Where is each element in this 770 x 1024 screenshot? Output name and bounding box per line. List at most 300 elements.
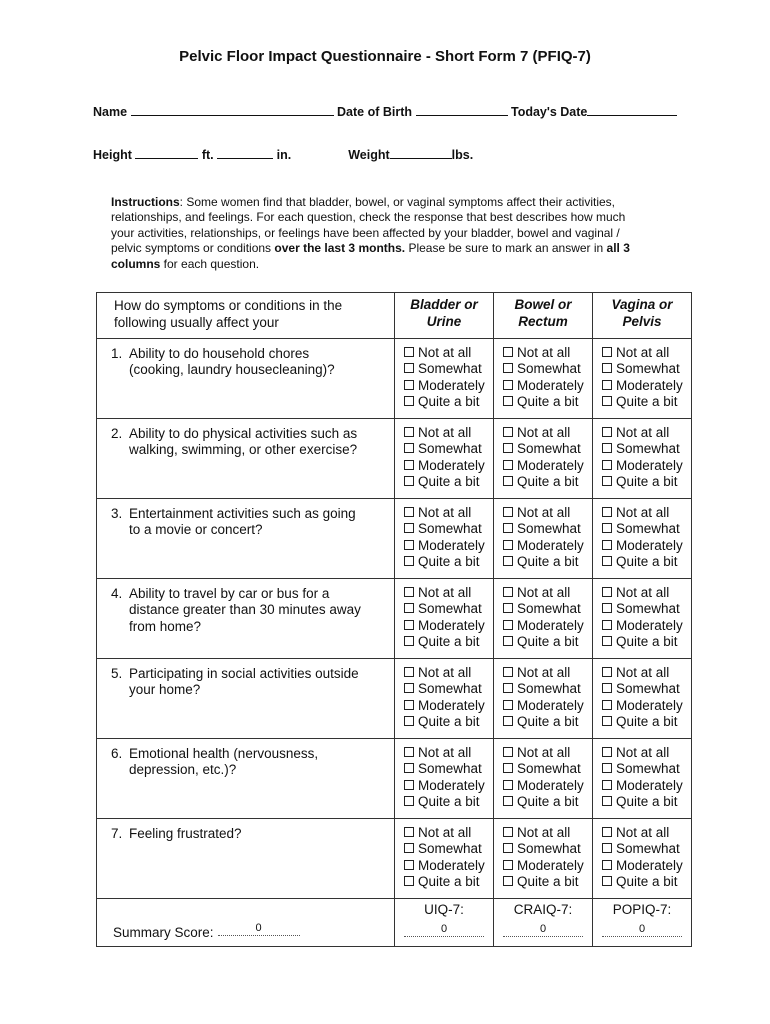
option-choice[interactable] bbox=[503, 874, 592, 890]
table-header bbox=[97, 293, 692, 339]
checkbox-icon[interactable] bbox=[503, 860, 513, 870]
option-choice[interactable] bbox=[602, 394, 691, 410]
checkbox-icon[interactable] bbox=[602, 363, 612, 373]
option-choice[interactable] bbox=[404, 714, 493, 730]
option-choice[interactable] bbox=[404, 345, 493, 361]
today-date-field[interactable] bbox=[587, 103, 677, 116]
option-choice[interactable] bbox=[503, 761, 592, 777]
checkbox-icon[interactable] bbox=[602, 876, 612, 886]
option-label: Not at all bbox=[418, 425, 472, 440]
questionnaire-table bbox=[96, 292, 692, 947]
option-choice[interactable] bbox=[602, 874, 691, 890]
option-choice[interactable] bbox=[602, 858, 691, 874]
checkbox-icon[interactable] bbox=[404, 443, 414, 453]
checkbox-icon[interactable] bbox=[503, 780, 513, 790]
option-label: Not at all bbox=[616, 825, 670, 840]
options-vagina bbox=[593, 659, 692, 739]
option-label: Moderately bbox=[517, 697, 584, 713]
option-choice[interactable] bbox=[602, 554, 691, 570]
checkbox-icon[interactable] bbox=[602, 556, 612, 566]
option-choice[interactable] bbox=[602, 505, 691, 521]
question-continuation: (cooking, laundry housecleaning)? bbox=[129, 362, 335, 378]
option-choice[interactable] bbox=[503, 425, 592, 441]
popiq7-value[interactable]: 0 bbox=[602, 923, 682, 937]
options-bladder bbox=[395, 419, 494, 499]
option-choice[interactable] bbox=[503, 714, 592, 730]
option-choice[interactable] bbox=[404, 458, 493, 474]
option-choice[interactable] bbox=[503, 538, 592, 554]
option-choice[interactable] bbox=[503, 394, 592, 410]
option-label: Quite a bit bbox=[517, 394, 579, 410]
option-label: Not at all bbox=[418, 665, 472, 680]
option-label: Quite a bit bbox=[418, 794, 480, 810]
checkbox-icon[interactable] bbox=[602, 427, 612, 437]
checkbox-icon[interactable] bbox=[602, 347, 612, 357]
option-label: Quite a bit bbox=[517, 714, 579, 730]
checkbox-icon[interactable] bbox=[404, 763, 414, 773]
option-choice[interactable] bbox=[503, 841, 592, 857]
checkbox-icon[interactable] bbox=[404, 396, 414, 406]
question-first-line: Feeling frustrated? bbox=[129, 826, 242, 841]
checkbox-icon[interactable] bbox=[602, 780, 612, 790]
option-label: Moderately bbox=[517, 617, 584, 633]
option-label: Not at all bbox=[418, 505, 472, 520]
question-first-line: Ability to do physical activities such as bbox=[129, 426, 358, 441]
height-label: Height bbox=[93, 148, 132, 162]
checkbox-icon[interactable] bbox=[404, 683, 414, 693]
height-ft-field[interactable] bbox=[135, 146, 198, 159]
option-choice[interactable] bbox=[503, 634, 592, 650]
option-choice[interactable] bbox=[404, 425, 493, 441]
options-bladder bbox=[395, 339, 494, 419]
question-row bbox=[97, 739, 692, 819]
option-choice[interactable] bbox=[503, 778, 592, 794]
checkbox-icon[interactable] bbox=[602, 460, 612, 470]
option-label: Somewhat bbox=[418, 361, 482, 377]
option-label: Somewhat bbox=[616, 681, 680, 697]
option-choice[interactable] bbox=[404, 474, 493, 490]
checkbox-icon[interactable] bbox=[503, 636, 513, 646]
checkbox-icon[interactable] bbox=[404, 347, 414, 357]
checkbox-icon[interactable] bbox=[503, 796, 513, 806]
checkbox-icon[interactable] bbox=[602, 636, 612, 646]
options-vagina bbox=[593, 499, 692, 579]
option-label: Not at all bbox=[418, 585, 472, 600]
option-choice[interactable] bbox=[602, 841, 691, 857]
checkbox-icon[interactable] bbox=[602, 716, 612, 726]
option-label: Not at all bbox=[418, 345, 472, 360]
option-label: Somewhat bbox=[517, 441, 581, 457]
option-choice[interactable] bbox=[404, 761, 493, 777]
option-label: Moderately bbox=[616, 697, 683, 713]
uiq7-score bbox=[395, 899, 494, 947]
question-first-line: Participating in social activities outside bbox=[129, 666, 359, 681]
question-number: 3. bbox=[111, 506, 123, 521]
option-choice[interactable] bbox=[602, 425, 691, 441]
today-date-label: Today's Date bbox=[510, 105, 588, 119]
checkbox-icon[interactable] bbox=[404, 556, 414, 566]
checkbox-icon[interactable] bbox=[503, 363, 513, 373]
option-label: Moderately bbox=[418, 377, 485, 393]
checkbox-icon[interactable] bbox=[503, 683, 513, 693]
option-choice[interactable] bbox=[602, 521, 691, 537]
options-bladder bbox=[395, 499, 494, 579]
checkbox-icon[interactable] bbox=[503, 603, 513, 613]
option-choice[interactable] bbox=[602, 698, 691, 714]
option-choice[interactable] bbox=[503, 745, 592, 761]
option-choice[interactable] bbox=[602, 634, 691, 650]
checkbox-icon[interactable] bbox=[503, 427, 513, 437]
checkbox-icon[interactable] bbox=[404, 427, 414, 437]
option-label: Somewhat bbox=[616, 841, 680, 857]
option-choice[interactable] bbox=[404, 601, 493, 617]
option-label: Moderately bbox=[418, 617, 485, 633]
option-label: Quite a bit bbox=[517, 554, 579, 570]
option-choice[interactable] bbox=[404, 825, 493, 841]
checkbox-icon[interactable] bbox=[404, 476, 414, 486]
craiq7-score bbox=[494, 899, 593, 947]
header-bladder: Bladder or Urine bbox=[395, 293, 494, 339]
question-first-line: Ability to travel by car or bus for a bbox=[129, 586, 330, 601]
option-label: Moderately bbox=[616, 777, 683, 793]
checkbox-icon[interactable] bbox=[602, 700, 612, 710]
checkbox-icon[interactable] bbox=[404, 460, 414, 470]
checkbox-icon[interactable] bbox=[602, 443, 612, 453]
question-row bbox=[97, 499, 692, 579]
checkbox-icon[interactable] bbox=[602, 796, 612, 806]
option-choice[interactable] bbox=[503, 554, 592, 570]
option-label: Not at all bbox=[517, 745, 571, 760]
checkbox-icon[interactable] bbox=[602, 523, 612, 533]
question-row bbox=[97, 819, 692, 899]
option-choice[interactable] bbox=[404, 634, 493, 650]
checkbox-icon[interactable] bbox=[503, 556, 513, 566]
option-label: Moderately bbox=[418, 697, 485, 713]
option-choice[interactable] bbox=[404, 394, 493, 410]
option-choice[interactable] bbox=[503, 665, 592, 681]
checkbox-icon[interactable] bbox=[602, 843, 612, 853]
option-label: Quite a bit bbox=[517, 874, 579, 890]
instructions-emphasis-period: over the last 3 months. bbox=[274, 241, 406, 256]
option-choice[interactable] bbox=[602, 794, 691, 810]
checkbox-icon[interactable] bbox=[602, 587, 612, 597]
option-choice[interactable] bbox=[602, 681, 691, 697]
checkbox-icon[interactable] bbox=[404, 860, 414, 870]
option-label: Somewhat bbox=[616, 361, 680, 377]
option-choice[interactable] bbox=[404, 505, 493, 521]
question-continuation: distance greater than 30 minutes away from home? bbox=[129, 602, 361, 634]
option-choice[interactable] bbox=[602, 761, 691, 777]
checkbox-icon[interactable] bbox=[503, 396, 513, 406]
option-label: Somewhat bbox=[517, 681, 581, 697]
option-label: Moderately bbox=[418, 777, 485, 793]
option-choice[interactable] bbox=[602, 458, 691, 474]
option-label: Moderately bbox=[418, 457, 485, 473]
checkbox-icon[interactable] bbox=[503, 827, 513, 837]
dob-field[interactable] bbox=[416, 103, 508, 116]
option-choice[interactable] bbox=[404, 618, 493, 634]
option-label: Moderately bbox=[418, 537, 485, 553]
option-choice[interactable] bbox=[404, 858, 493, 874]
question-continuation: to a movie or concert? bbox=[129, 522, 263, 538]
option-label: Moderately bbox=[616, 857, 683, 873]
option-label: Moderately bbox=[517, 857, 584, 873]
question-text bbox=[97, 579, 395, 659]
option-choice[interactable] bbox=[404, 681, 493, 697]
question-continuation: depression, etc.)? bbox=[129, 762, 237, 778]
options-vagina bbox=[593, 739, 692, 819]
option-choice[interactable] bbox=[602, 618, 691, 634]
option-label: Moderately bbox=[517, 377, 584, 393]
option-choice[interactable] bbox=[503, 345, 592, 361]
option-choice[interactable] bbox=[602, 665, 691, 681]
option-label: Quite a bit bbox=[616, 714, 678, 730]
header-question: How do symptoms or conditions in the following usually affect your bbox=[97, 293, 395, 339]
option-choice[interactable] bbox=[404, 361, 493, 377]
checkbox-icon[interactable] bbox=[404, 843, 414, 853]
checkbox-icon[interactable] bbox=[602, 747, 612, 757]
checkbox-icon[interactable] bbox=[503, 620, 513, 630]
question-number: 5. bbox=[111, 666, 123, 681]
option-choice[interactable] bbox=[602, 345, 691, 361]
checkbox-icon[interactable] bbox=[404, 876, 414, 886]
checkbox-icon[interactable] bbox=[602, 380, 612, 390]
checkbox-icon[interactable] bbox=[602, 476, 612, 486]
checkbox-icon[interactable] bbox=[602, 763, 612, 773]
option-label: Somewhat bbox=[616, 601, 680, 617]
option-choice[interactable] bbox=[503, 441, 592, 457]
question-text bbox=[97, 819, 395, 899]
checkbox-icon[interactable] bbox=[404, 380, 414, 390]
question-text bbox=[97, 419, 395, 499]
checkbox-icon[interactable] bbox=[503, 700, 513, 710]
option-choice[interactable] bbox=[503, 474, 592, 490]
option-choice[interactable] bbox=[503, 505, 592, 521]
option-label: Moderately bbox=[517, 537, 584, 553]
checkbox-icon[interactable] bbox=[404, 780, 414, 790]
option-choice[interactable] bbox=[602, 474, 691, 490]
checkbox-icon[interactable] bbox=[404, 827, 414, 837]
checkbox-icon[interactable] bbox=[503, 507, 513, 517]
checkbox-icon[interactable] bbox=[404, 667, 414, 677]
option-choice[interactable] bbox=[404, 585, 493, 601]
option-choice[interactable] bbox=[404, 794, 493, 810]
question-row bbox=[97, 579, 692, 659]
options-bowel bbox=[494, 499, 593, 579]
checkbox-icon[interactable] bbox=[404, 636, 414, 646]
option-choice[interactable] bbox=[404, 538, 493, 554]
question-text bbox=[97, 499, 395, 579]
craiq7-label: CRAIQ-7: bbox=[513, 902, 573, 917]
checkbox-icon[interactable] bbox=[503, 763, 513, 773]
option-label: Somewhat bbox=[517, 601, 581, 617]
options-vagina bbox=[593, 579, 692, 659]
name-label: Name bbox=[93, 105, 128, 119]
checkbox-icon[interactable] bbox=[602, 620, 612, 630]
checkbox-icon[interactable] bbox=[503, 476, 513, 486]
instructions-text: : Some women find that bladder, bowel, or vaginal symptoms affect their activities, relationships, and feelings. For each question, check the response that best describes how much your activities, relationships, or feelings have been affected by your bladder, bowel and vaginal / pelvic symptoms or conditions bbox=[111, 195, 626, 256]
option-label: Somewhat bbox=[517, 361, 581, 377]
option-label: Not at all bbox=[616, 505, 670, 520]
option-choice[interactable] bbox=[503, 585, 592, 601]
option-choice[interactable] bbox=[404, 441, 493, 457]
option-choice[interactable] bbox=[503, 681, 592, 697]
option-choice[interactable] bbox=[602, 825, 691, 841]
in-label: in. bbox=[276, 148, 292, 162]
option-label: Moderately bbox=[616, 377, 683, 393]
option-label: Quite a bit bbox=[418, 554, 480, 570]
options-bowel bbox=[494, 659, 593, 739]
option-choice[interactable] bbox=[503, 378, 592, 394]
checkbox-icon[interactable] bbox=[602, 507, 612, 517]
height-in-field[interactable] bbox=[217, 146, 273, 159]
option-label: Not at all bbox=[517, 505, 571, 520]
checkbox-icon[interactable] bbox=[602, 603, 612, 613]
option-choice[interactable] bbox=[602, 778, 691, 794]
option-choice[interactable] bbox=[503, 601, 592, 617]
option-choice[interactable] bbox=[503, 521, 592, 537]
checkbox-icon[interactable] bbox=[404, 540, 414, 550]
option-label: Not at all bbox=[616, 665, 670, 680]
checkbox-icon[interactable] bbox=[404, 587, 414, 597]
option-label: Quite a bit bbox=[418, 634, 480, 650]
checkbox-icon[interactable] bbox=[404, 603, 414, 613]
option-label: Moderately bbox=[517, 457, 584, 473]
option-choice[interactable] bbox=[503, 825, 592, 841]
option-label: Moderately bbox=[616, 537, 683, 553]
checkbox-icon[interactable] bbox=[503, 540, 513, 550]
name-field[interactable] bbox=[131, 103, 334, 116]
option-label: Somewhat bbox=[418, 681, 482, 697]
option-label: Somewhat bbox=[616, 521, 680, 537]
header-vagina: Vagina or Pelvis bbox=[593, 293, 692, 339]
question-row bbox=[97, 659, 692, 739]
option-label: Quite a bit bbox=[418, 394, 480, 410]
options-vagina bbox=[593, 819, 692, 899]
checkbox-icon[interactable] bbox=[602, 396, 612, 406]
checkbox-icon[interactable] bbox=[503, 460, 513, 470]
checkbox-icon[interactable] bbox=[503, 523, 513, 533]
checkbox-icon[interactable] bbox=[404, 363, 414, 373]
option-label: Quite a bit bbox=[616, 474, 678, 490]
checkbox-icon[interactable] bbox=[602, 667, 612, 677]
checkbox-icon[interactable] bbox=[404, 507, 414, 517]
question-number: 6. bbox=[111, 746, 123, 761]
option-choice[interactable] bbox=[602, 538, 691, 554]
checkbox-icon[interactable] bbox=[602, 540, 612, 550]
lbs-label: lbs. bbox=[451, 148, 474, 162]
question-first-line: Ability to do household chores bbox=[129, 346, 310, 361]
option-label: Quite a bit bbox=[418, 474, 480, 490]
option-label: Moderately bbox=[517, 777, 584, 793]
option-label: Somewhat bbox=[616, 761, 680, 777]
option-choice[interactable] bbox=[404, 378, 493, 394]
checkbox-icon[interactable] bbox=[503, 843, 513, 853]
option-choice[interactable] bbox=[404, 841, 493, 857]
option-choice[interactable] bbox=[503, 698, 592, 714]
checkbox-icon[interactable] bbox=[503, 747, 513, 757]
summary-total[interactable]: 0 bbox=[218, 922, 300, 936]
option-label: Quite a bit bbox=[517, 794, 579, 810]
checkbox-icon[interactable] bbox=[602, 827, 612, 837]
options-vagina bbox=[593, 339, 692, 419]
option-choice[interactable] bbox=[602, 361, 691, 377]
option-choice[interactable] bbox=[503, 858, 592, 874]
option-choice[interactable] bbox=[602, 441, 691, 457]
checkbox-icon[interactable] bbox=[503, 587, 513, 597]
question-row bbox=[97, 339, 692, 419]
checkbox-icon[interactable] bbox=[602, 683, 612, 693]
option-label: Quite a bit bbox=[418, 874, 480, 890]
options-bowel bbox=[494, 419, 593, 499]
uiq7-value[interactable]: 0 bbox=[404, 923, 484, 937]
checkbox-icon[interactable] bbox=[404, 796, 414, 806]
checkbox-icon[interactable] bbox=[404, 523, 414, 533]
option-label: Somewhat bbox=[418, 601, 482, 617]
option-choice[interactable] bbox=[602, 378, 691, 394]
option-choice[interactable] bbox=[404, 521, 493, 537]
option-choice[interactable] bbox=[404, 665, 493, 681]
option-label: Not at all bbox=[616, 745, 670, 760]
option-label: Quite a bit bbox=[517, 474, 579, 490]
option-label: Somewhat bbox=[616, 441, 680, 457]
measurements-row bbox=[93, 146, 473, 162]
option-label: Quite a bit bbox=[418, 714, 480, 730]
page-title: Pelvic Floor Impact Questionnaire - Short Form 7 (PFIQ-7) bbox=[179, 48, 591, 65]
option-choice[interactable] bbox=[503, 458, 592, 474]
instructions-text: Please be sure to mark an answer in bbox=[405, 241, 607, 256]
checkbox-icon[interactable] bbox=[404, 747, 414, 757]
option-choice[interactable] bbox=[404, 874, 493, 890]
checkbox-icon[interactable] bbox=[404, 620, 414, 630]
option-label: Not at all bbox=[517, 585, 571, 600]
checkbox-icon[interactable] bbox=[503, 347, 513, 357]
options-vagina bbox=[593, 419, 692, 499]
option-choice[interactable] bbox=[503, 361, 592, 377]
checkbox-icon[interactable] bbox=[503, 876, 513, 886]
weight-field[interactable] bbox=[390, 146, 452, 159]
checkbox-icon[interactable] bbox=[503, 380, 513, 390]
option-choice[interactable] bbox=[404, 745, 493, 761]
options-bladder bbox=[395, 579, 494, 659]
checkbox-icon[interactable] bbox=[503, 443, 513, 453]
option-label: Quite a bit bbox=[616, 794, 678, 810]
checkbox-icon[interactable] bbox=[602, 860, 612, 870]
checkbox-icon[interactable] bbox=[503, 716, 513, 726]
option-choice[interactable] bbox=[602, 714, 691, 730]
dob-label: Date of Birth bbox=[337, 105, 413, 119]
option-label: Not at all bbox=[616, 345, 670, 360]
popiq7-label: POPIQ-7: bbox=[612, 902, 672, 917]
option-choice[interactable] bbox=[602, 745, 691, 761]
checkbox-icon[interactable] bbox=[404, 700, 414, 710]
question-continuation: walking, swimming, or other exercise? bbox=[129, 442, 358, 458]
option-label: Not at all bbox=[418, 745, 472, 760]
option-label: Not at all bbox=[616, 425, 670, 440]
craiq7-value[interactable]: 0 bbox=[503, 923, 583, 937]
option-choice[interactable] bbox=[404, 778, 493, 794]
option-choice[interactable] bbox=[602, 585, 691, 601]
weight-label: Weight bbox=[348, 148, 390, 162]
checkbox-icon[interactable] bbox=[503, 667, 513, 677]
option-choice[interactable] bbox=[503, 794, 592, 810]
option-choice[interactable] bbox=[404, 698, 493, 714]
option-choice[interactable] bbox=[404, 554, 493, 570]
option-choice[interactable] bbox=[503, 618, 592, 634]
options-bladder bbox=[395, 739, 494, 819]
checkbox-icon[interactable] bbox=[404, 716, 414, 726]
option-choice[interactable] bbox=[602, 601, 691, 617]
